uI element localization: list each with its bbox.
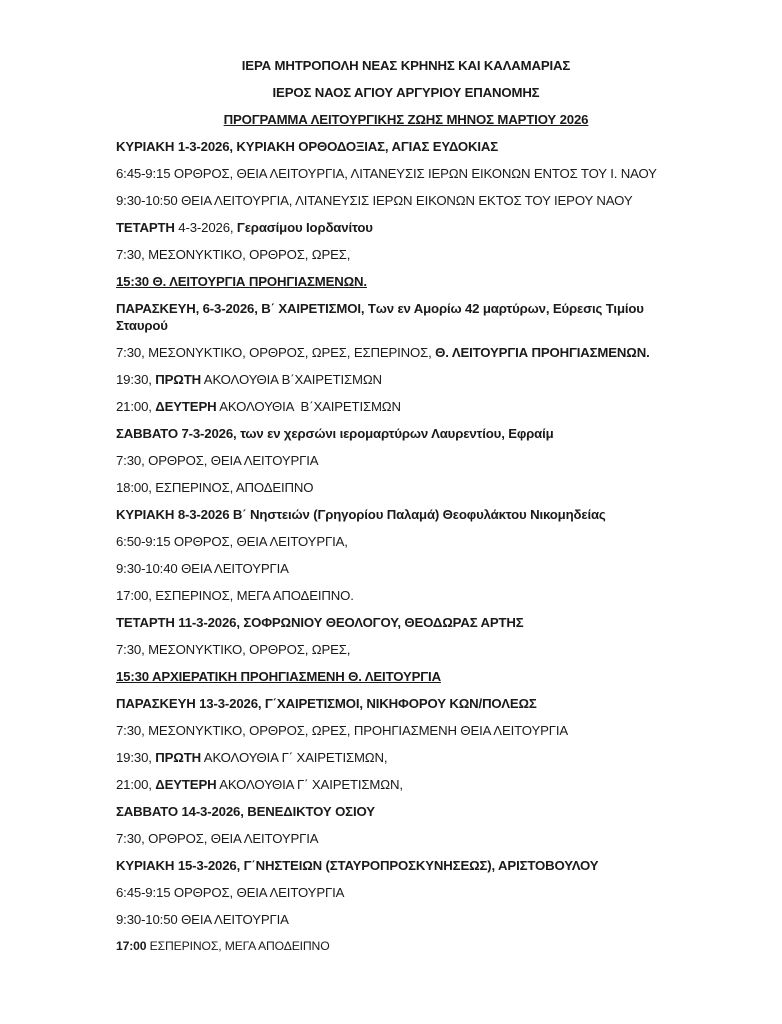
service-line: 6:50-9:15 ΟΡΘΡΟΣ, ΘΕΙΑ ΛΕΙΤΟΥΡΓΙΑ, — [116, 534, 348, 549]
service-line: 7:30, ΜΕΣΟΝΥΚΤΙΚΟ, ΟΡΘΡΟΣ, ΩΡΕΣ, — [116, 642, 351, 657]
service-line: 7:30, ΜΕΣΟΝΥΚΤΙΚΟ, ΟΡΘΡΟΣ, ΩΡΕΣ, — [116, 247, 351, 262]
service-line: 18:00, ΕΣΠΕΡΙΝΟΣ, ΑΠΟΔΕΙΠΝΟ — [116, 480, 314, 495]
service-time: 21:00, — [116, 777, 156, 792]
day-heading: ΣΑΒΒΑΤΟ 14-3-2026, ΒΕΝΕΔΙΚΤΟΥ ΟΣΙΟΥ — [116, 804, 375, 819]
service-line: 9:30-10:50 ΘΕΙΑ ΛΕΙΤΟΥΡΓΙΑ, ΛΙΤΑΝΕΥΣΙΣ ΙΕΡΩΝ ΕΙΚΟΝΩΝ ΕΚΤΟΣ ΤΟΥ ΙΕΡΟΥ ΝΑΟΥ — [116, 193, 633, 208]
service-line-highlighted: 15:30 Θ. ΛΕΙΤΟΥΡΓΙΑ ΠΡΟΗΓΙΑΣΜΕΝΩΝ. — [116, 274, 367, 289]
service-emphasis: ΔΕΥΤΕΡΗ — [155, 777, 217, 792]
service-emphasis: ΔΕΥΤΕΡΗ — [155, 399, 217, 414]
schedule-title: ΠΡΟΓΡΑΜΜΑ ΛΕΙΤΟΥΡΓΙΚΗΣ ΖΩΗΣ ΜΗΝΟΣ ΜΑΡΤΙΟΥ 2026 — [223, 112, 589, 127]
service-line: 17:00, ΕΣΠΕΡΙΝΟΣ, ΜΕΓΑ ΑΠΟΔΕΙΠΝΟ. — [116, 588, 354, 603]
service-time: 19:30, — [116, 750, 156, 765]
service-line: 9:30-10:40 ΘΕΙΑ ΛΕΙΤΟΥΡΓΙΑ — [116, 561, 289, 576]
service-text: ΑΚΟΛΟΥΘΙΑ Β΄ΧΑΙΡΕΤΙΣΜΩΝ — [201, 372, 382, 387]
church-heading: ΙΕΡΟΣ ΝΑΟΣ ΑΓΙΟΥ ΑΡΓΥΡΙΟΥ ΕΠΑΝΟΜΗΣ — [272, 85, 540, 100]
day-date: 4-3-2026, — [174, 220, 237, 235]
service-time: 21:00, — [116, 399, 156, 414]
service-time: 19:30, — [116, 372, 156, 387]
service-emphasis: Θ. ΛΕΙΤΟΥΡΓΙΑ ΠΡΟΗΓΙΑΣΜΕΝΩΝ. — [435, 345, 650, 360]
service-emphasis: ΠΡΩΤΗ — [155, 750, 202, 765]
metropolis-heading: ΙΕΡΑ ΜΗΤΡΟΠΟΛΗ ΝΕΑΣ ΚΡΗΝΗΣ ΚΑΙ ΚΑΛΑΜΑΡΙΑΣ — [241, 58, 571, 73]
service-line — [116, 933, 696, 960]
service-line — [116, 393, 696, 420]
service-line — [116, 771, 696, 798]
day-feast: Γερασίμου Ιορδανίτου — [236, 220, 373, 235]
service-line: 9:30-10:50 ΘΕΙΑ ΛΕΙΤΟΥΡΓΙΑ — [116, 912, 289, 927]
schedule-document — [116, 52, 696, 960]
day-heading: ΚΥΡΙΑΚΗ 15-3-2026, Γ΄ΝΗΣΤΕΙΩΝ (ΣΤΑΥΡΟΠΡΟΣΚΥΝΗΣΕΩΣ), ΑΡΙΣΤΟΒΟΥΛΟΥ — [116, 858, 599, 873]
day-heading: ΣΑΒΒΑΤΟ 7-3-2026, των εν χερσώνι ιερομαρτύρων Λαυρεντίου, Εφραίμ — [116, 426, 554, 441]
service-line: 7:30, ΟΡΘΡΟΣ, ΘΕΙΑ ΛΕΙΤΟΥΡΓΙΑ — [116, 453, 319, 468]
service-line-highlighted: 15:30 ΑΡΧΙΕΡΑΤΙΚΗ ΠΡΟΗΓΙΑΣΜΕΝΗ Θ. ΛΕΙΤΟΥΡΓΙΑ — [116, 669, 441, 684]
day-heading: ΚΥΡΙΑΚΗ 8-3-2026 Β΄ Νηστειών (Γρηγορίου Παλαμά) Θεοφυλάκτου Νικομηδείας — [116, 507, 606, 522]
service-line: 7:30, ΜΕΣΟΝΥΚΤΙΚΟ, ΟΡΘΡΟΣ, ΩΡΕΣ, ΠΡΟΗΓΙΑΣΜΕΝΗ ΘΕΙΑ ΛΕΙΤΟΥΡΓΙΑ — [116, 723, 569, 738]
service-time: 17:00 — [116, 939, 147, 953]
service-text: 7:30, ΜΕΣΟΝΥΚΤΙΚΟ, ΟΡΘΡΟΣ, ΩΡΕΣ, ΕΣΠΕΡΙΝΟΣ, — [116, 345, 436, 360]
day-heading: ΠΑΡΑΣΚΕΥΗ, 6-3-2026, Β΄ ΧΑΙΡΕΤΙΣΜΟΙ, Των εν Αμορίω 42 μαρτύρων, Εύρεσις Τιμίου Σταυρού — [116, 301, 644, 333]
service-line — [116, 366, 696, 393]
service-line: 6:45-9:15 ΟΡΘΡΟΣ, ΘΕΙΑ ΛΕΙΤΟΥΡΓΙΑ, ΛΙΤΑΝΕΥΣΙΣ ΙΕΡΩΝ ΕΙΚΟΝΩΝ ΕΝΤΟΣ ΤΟΥ Ι. ΝΑΟΥ — [116, 166, 657, 181]
service-text: ΑΚΟΛΟΥΘΙΑ Γ΄ ΧΑΙΡΕΤΙΣΜΩΝ, — [201, 750, 388, 765]
service-text: ΑΚΟΛΟΥΘΙΑ Γ΄ ΧΑΙΡΕΤΙΣΜΩΝ, — [216, 777, 403, 792]
service-emphasis: ΠΡΩΤΗ — [155, 372, 202, 387]
service-line — [116, 339, 696, 366]
service-text: ΕΣΠΕΡΙΝΟΣ, ΜΕΓΑ ΑΠΟΔΕΙΠΝΟ — [146, 939, 330, 953]
day-heading — [116, 214, 696, 241]
day-heading: ΠΑΡΑΣΚΕΥΗ 13-3-2026, Γ΄ΧΑΙΡΕΤΙΣΜΟΙ, ΝΙΚΗΦΟΡΟΥ ΚΩΝ/ΠΟΛΕΩΣ — [116, 696, 537, 711]
service-line — [116, 744, 696, 771]
day-heading: ΚΥΡΙΑΚΗ 1-3-2026, ΚΥΡΙΑΚΗ ΟΡΘΟΔΟΞΙΑΣ, ΑΓΙΑΣ ΕΥΔΟΚΙΑΣ — [116, 139, 498, 154]
service-text: ΑΚΟΛΟΥΘΙΑ Β΄ΧΑΙΡΕΤΙΣΜΩΝ — [216, 399, 401, 414]
service-line: 6:45-9:15 ΟΡΘΡΟΣ, ΘΕΙΑ ΛΕΙΤΟΥΡΓΙΑ — [116, 885, 345, 900]
day-heading: ΤΕΤΑΡΤΗ 11-3-2026, ΣΟΦΡΩΝΙΟΥ ΘΕΟΛΟΓΟΥ, ΘΕΟΔΩΡΑΣ ΑΡΤΗΣ — [116, 615, 524, 630]
day-name: ΤΕΤΑΡΤΗ — [116, 220, 175, 235]
service-line: 7:30, ΟΡΘΡΟΣ, ΘΕΙΑ ΛΕΙΤΟΥΡΓΙΑ — [116, 831, 319, 846]
